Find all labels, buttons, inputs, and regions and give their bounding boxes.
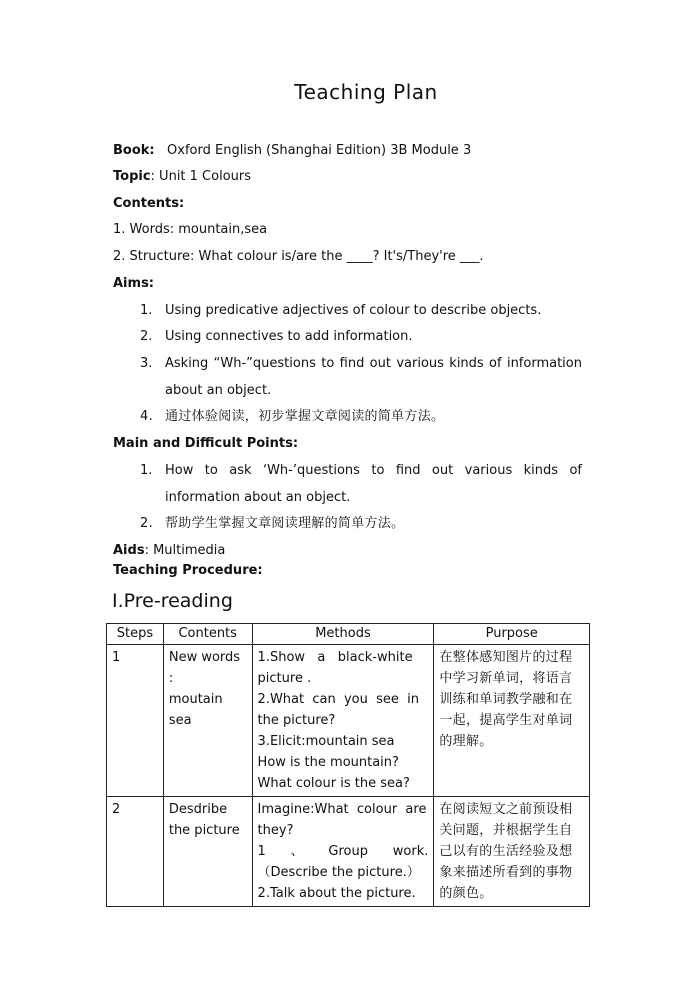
- aids-label: Aids: [113, 543, 145, 558]
- header-methods: Methods: [252, 624, 434, 645]
- cell-text: Desdribe: [168, 802, 228, 817]
- contents-cell: [163, 797, 252, 907]
- cell-text: 己以有的生活经验及想: [439, 844, 573, 859]
- cell-text: the picture: [168, 823, 240, 838]
- contents-item: 2. Structure: What colour is/are the ____? It's/They're ___.: [113, 249, 484, 264]
- cell-text: How is the mountain?: [257, 755, 399, 770]
- aim-number: 1.: [140, 303, 153, 318]
- cell-text: 的颜色。: [439, 886, 493, 901]
- contents-label: Contents:: [113, 196, 185, 211]
- aim-item: [140, 408, 582, 426]
- step-cell: 2: [107, 797, 164, 907]
- book-value: Oxford English (Shanghai Edition) 3B Module 3: [167, 143, 472, 158]
- aim-item: [140, 302, 582, 320]
- topic-line: [113, 168, 251, 186]
- aim-text: 通过体验阅读，初步掌握文章阅读的简单方法。: [165, 409, 445, 424]
- topic-label: Topic: [113, 169, 151, 184]
- points-label: Main and Difficult Points:: [113, 436, 299, 451]
- cell-text: 象来描述所看到的事物: [439, 865, 573, 880]
- section-title: I.Pre-reading: [112, 590, 233, 612]
- aim-number: 2.: [140, 329, 153, 344]
- book-label: Book:: [113, 143, 155, 158]
- aids-value: : Multimedia: [144, 543, 226, 558]
- cell-text: 关问题，并根据学生自: [439, 823, 573, 838]
- point-number: 2.: [140, 516, 154, 531]
- methods-cell: [252, 645, 434, 797]
- procedure-table: [106, 623, 590, 907]
- cell-text: 在阅读短文之前预设相: [439, 802, 573, 817]
- table-header-row: [107, 624, 590, 645]
- point-item: [140, 515, 582, 533]
- cell-text: （Describe the picture.）: [257, 865, 420, 880]
- point-text: 帮助学生掌握文章阅读理解的简单方法。: [165, 516, 405, 531]
- aim-text: Using predicative adjectives of colour to describe objects.: [165, 303, 542, 318]
- cell-text: 训练和单词教学融和在: [439, 692, 573, 707]
- book-line: [113, 142, 471, 160]
- aim-text: Asking “Wh-”questions to find out various kinds of information about an object.: [165, 356, 582, 398]
- cell-text: they?: [257, 823, 294, 838]
- cell-text: 1.Show a black-white: [257, 650, 413, 665]
- cell-text: New words :: [168, 650, 241, 686]
- aim-item: [140, 328, 582, 346]
- point-number: 1.: [140, 463, 153, 478]
- cell-text: 中学习新单词，将语言: [439, 671, 573, 686]
- cell-text: 的理解。: [439, 734, 493, 749]
- cell-text: 一起，提高学生对单词: [439, 713, 573, 728]
- cell-text: 2.Talk about the picture.: [257, 886, 416, 901]
- aids-line: [113, 542, 225, 560]
- cell-text: picture .: [257, 671, 312, 686]
- aim-number: 4.: [140, 409, 154, 424]
- cell-text: 2.What can you see in: [257, 692, 420, 707]
- table-row: [107, 645, 590, 797]
- header-steps: Steps: [107, 624, 164, 645]
- aims-label: Aims:: [113, 276, 154, 291]
- cell-text: 1 、 Group work.: [257, 844, 429, 859]
- cell-text: moutain sea: [168, 692, 223, 728]
- cell-text: 3.Elicit:mountain sea: [257, 734, 395, 749]
- aim-item: [140, 350, 582, 404]
- purpose-cell: [434, 645, 590, 797]
- table-row: [107, 797, 590, 907]
- contents-item: 1. Words: mountain,sea: [113, 222, 268, 237]
- purpose-cell: [434, 797, 590, 907]
- point-text: How to ask ‘Wh-’questions to find out various kinds of information about an object.: [165, 463, 582, 505]
- document-title: Teaching Plan: [294, 80, 438, 104]
- cell-text: the picture?: [257, 713, 336, 728]
- aim-text: Using connectives to add information.: [165, 329, 413, 344]
- contents-cell: [163, 645, 252, 797]
- cell-text: Imagine:What colour are: [257, 802, 427, 817]
- methods-cell: [252, 797, 434, 907]
- step-cell: 1: [107, 645, 164, 797]
- point-item: [140, 457, 582, 511]
- header-purpose: Purpose: [434, 624, 590, 645]
- header-contents: Contents: [163, 624, 252, 645]
- aim-number: 3.: [140, 356, 153, 371]
- cell-text: What colour is the sea?: [257, 776, 410, 791]
- procedure-label: Teaching Procedure:: [113, 563, 263, 578]
- cell-text: 在整体感知图片的过程: [439, 650, 573, 665]
- topic-value: : Unit 1 Colours: [150, 169, 252, 184]
